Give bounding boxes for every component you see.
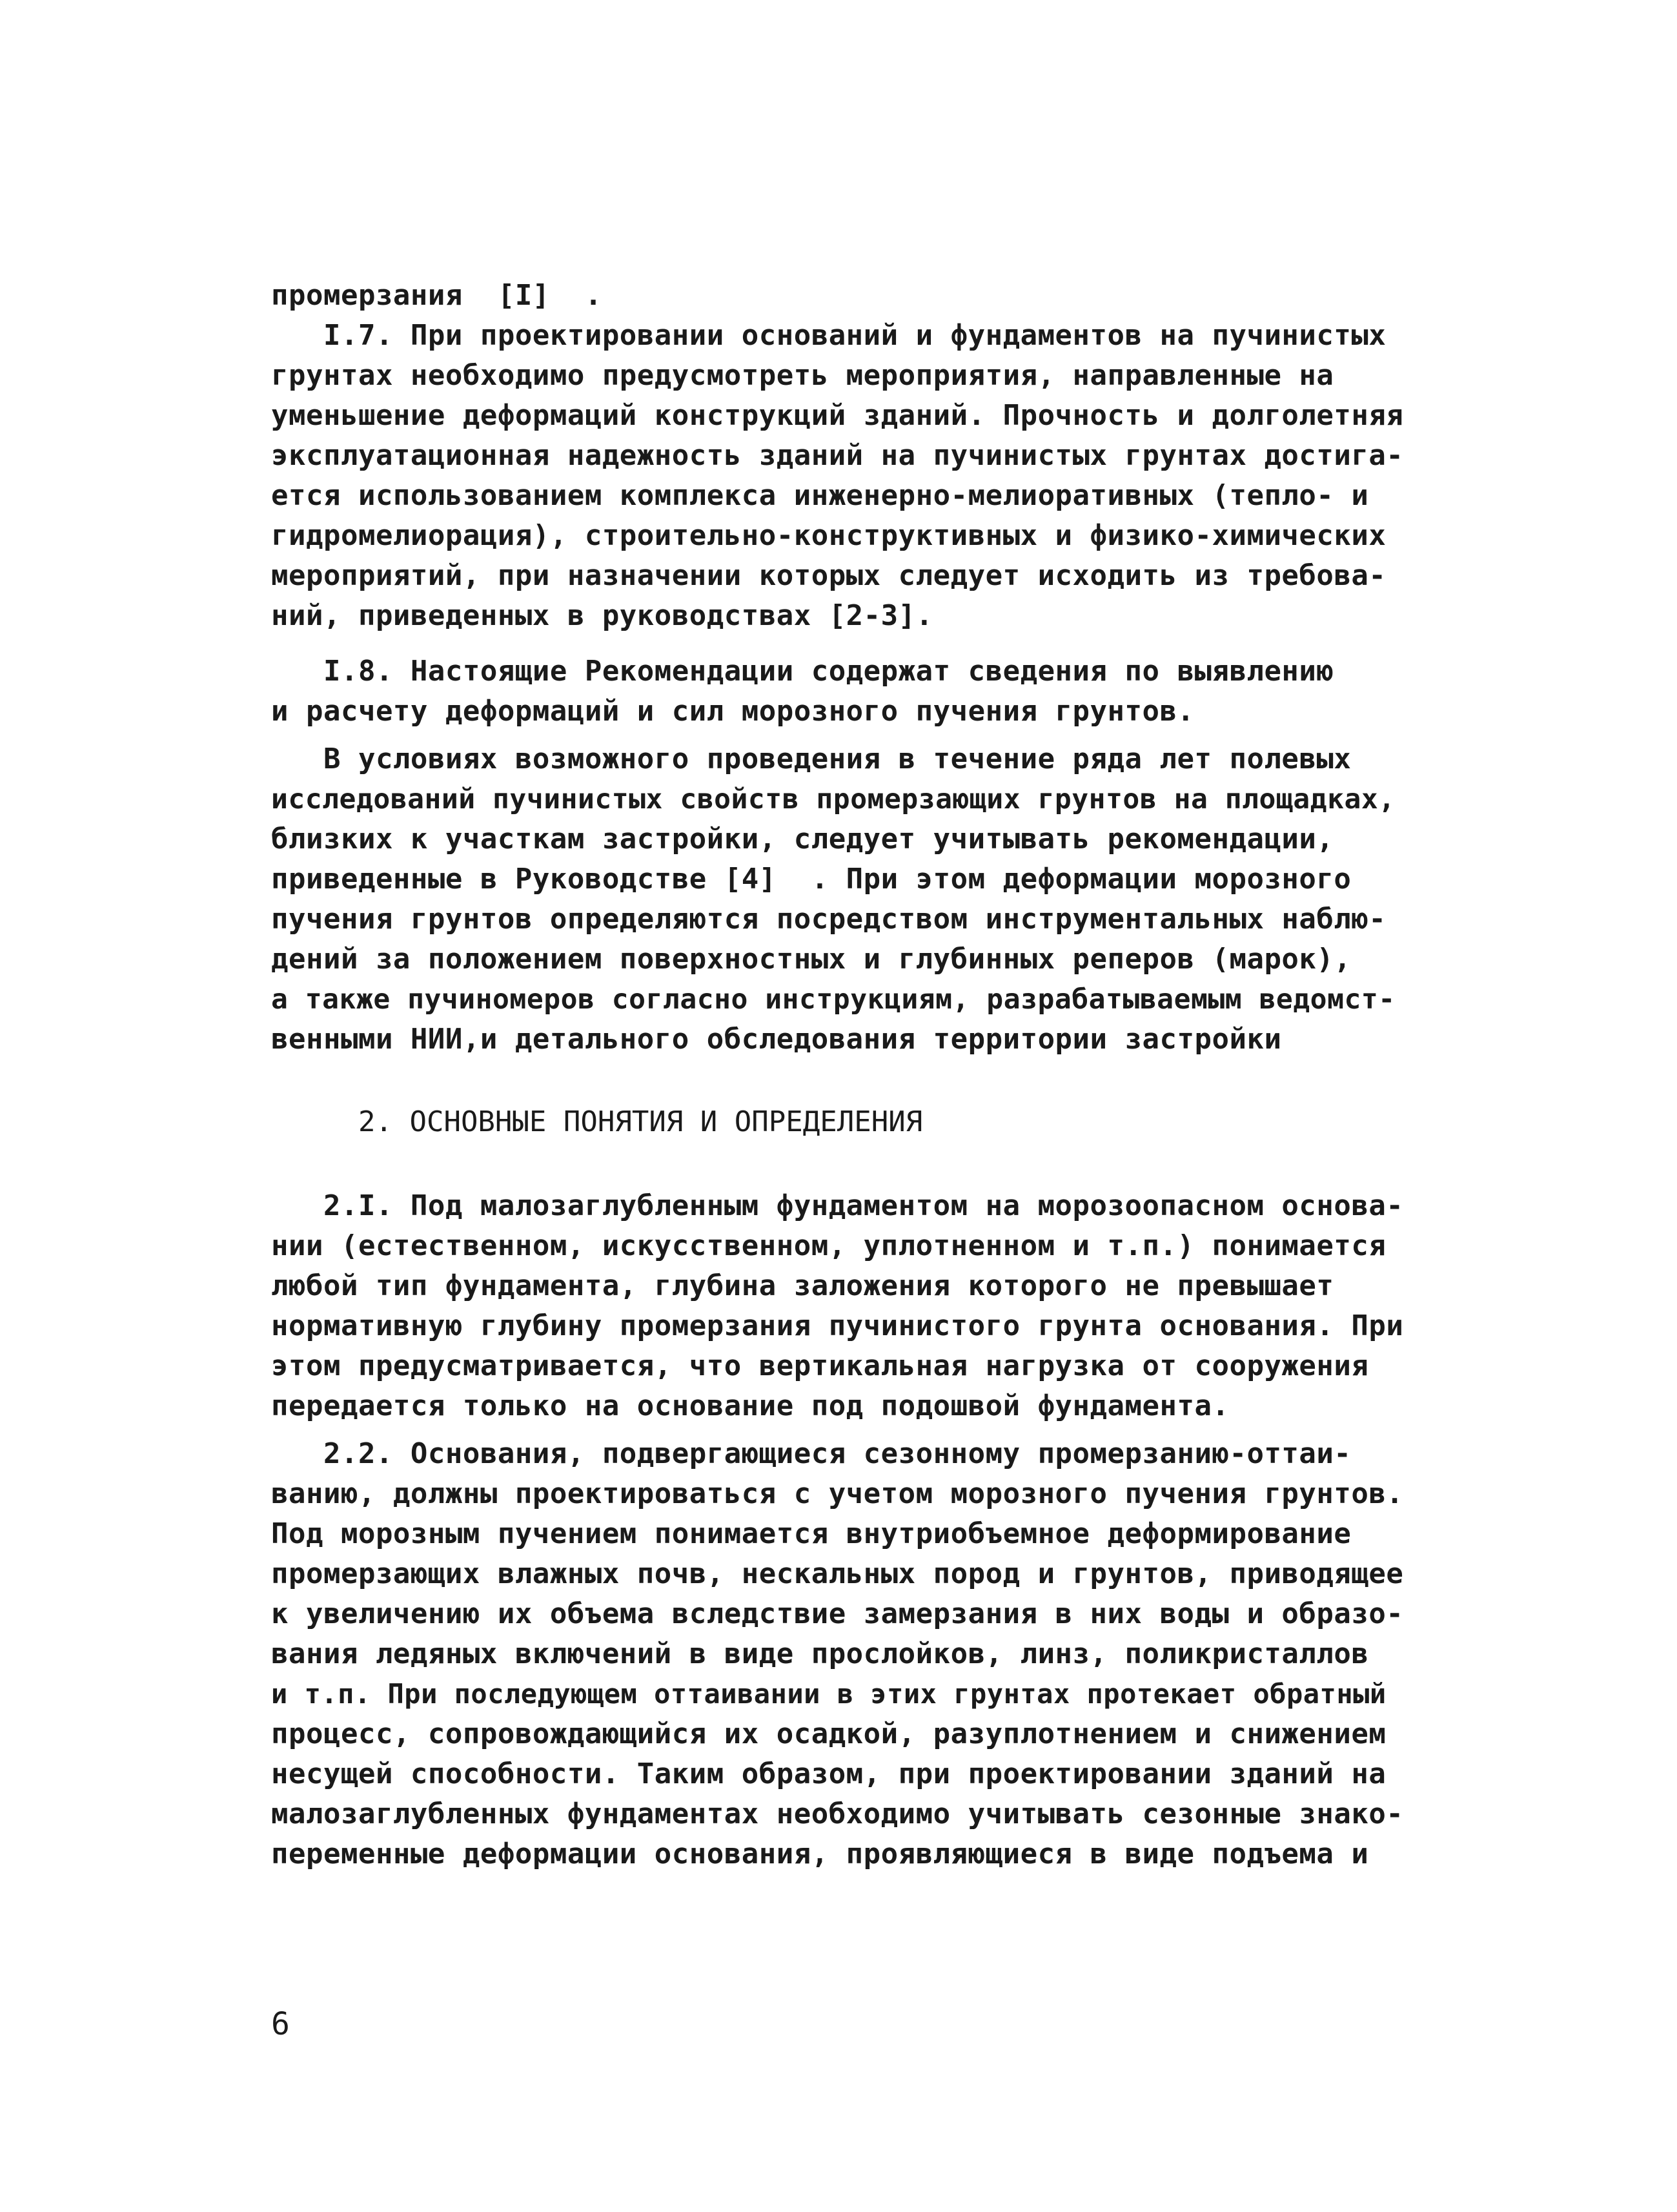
text-line: ется использованием комплекса инженерно-мелиоративных (тепло- и	[271, 479, 1369, 512]
text-line: дений за положением поверхностных и глубинных реперов (марок),	[271, 943, 1352, 976]
text-line: а также пучиномеров согласно инструкциям, разрабатываемым ведомст-	[271, 983, 1396, 1016]
page-number: 6	[271, 2006, 290, 2042]
text-line: и расчету деформаций и сил морозного пучения грунтов.	[271, 695, 1195, 728]
text-line: I.7. При проектировании оснований и фундаментов на пучинистых	[271, 319, 1387, 352]
text-line: и т.п. При последующем оттаивании в этих грунтах протекает обратный	[271, 1678, 1387, 1710]
text-line: 2.I. Под малозаглубленным фундаментом на морозоопасном основа-	[271, 1189, 1404, 1222]
text-line: мероприятий, при назначении которых следует исходить из требова-	[271, 559, 1387, 592]
text-line: венными НИИ,и детального обследования территории застройки	[271, 1023, 1282, 1056]
text-line: эксплуатационная надежность зданий на пучинистых грунтах достига-	[271, 439, 1404, 472]
text-line: малозаглубленных фундаментах необходимо учитывать сезонные знако-	[271, 1797, 1404, 1830]
text-line: передается только на основание под подошвой фундамента.	[271, 1389, 1230, 1422]
text-line: приведенные в Руководстве [4] . При этом деформации морозного	[271, 863, 1352, 896]
text-line: гидромелиорация), строительно-конструктивных и физико-химических	[271, 519, 1387, 552]
text-line: Под морозным пучением понимается внутриобъемное деформирование	[271, 1517, 1352, 1550]
text-line: несущей способности. Таким образом, при проектировании зданий на	[271, 1757, 1387, 1790]
text-line: 2.2. Основания, подвергающиеся сезонному промерзанию-оттаи-	[271, 1437, 1352, 1470]
text-line: исследований пучинистых свойств промерзающих грунтов на площадках,	[271, 783, 1396, 815]
text-line: нии (естественном, искусственном, уплотненном и т.п.) понимается	[271, 1229, 1387, 1262]
text-line: любой тип фундамента, глубина заложения которого не превышает	[271, 1269, 1334, 1302]
text-line: переменные деформации основания, проявляющиеся в виде подъема и	[271, 1838, 1369, 1870]
text-line: пучения грунтов определяются посредством инструментальных наблю-	[271, 903, 1387, 936]
text-line: близких к участкам застройки, следует учитывать рекомендации,	[271, 823, 1334, 855]
text-line: промерзания [I] .	[271, 279, 602, 312]
text-line: вания ледяных включений в виде прослойков, линз, поликристаллов	[271, 1637, 1369, 1670]
section-heading: 2. ОСНОВНЫЕ ПОНЯТИЯ И ОПРЕДЕЛЕНИЯ	[358, 1105, 923, 1138]
text-line: этом предусматривается, что вертикальная нагрузка от сооружения	[271, 1349, 1369, 1382]
text-line: I.8. Настоящие Рекомендации содержат сведения по выявлению	[271, 655, 1334, 688]
text-line: ванию, должны проектироваться с учетом морозного пучения грунтов.	[271, 1477, 1404, 1510]
text-line: нормативную глубину промерзания пучинистого грунта основания. При	[271, 1309, 1404, 1342]
text-line: В условиях возможного проведения в течение ряда лет полевых	[271, 742, 1352, 775]
text-line: промерзающих влажных почв, нескальных пород и грунтов, приводящее	[271, 1557, 1404, 1590]
text-line: грунтах необходимо предусмотреть мероприятия, направленные на	[271, 359, 1334, 392]
text-line: ний, приведенных в руководствах [2-3].	[271, 599, 933, 632]
text-line: к увеличению их объема вследствие замерзания в них воды и образо-	[271, 1597, 1404, 1630]
text-line: процесс, сопровождающийся их осадкой, разуплотнением и снижением	[271, 1717, 1387, 1750]
text-line: уменьшение деформаций конструкций зданий. Прочность и долголетняя	[271, 399, 1404, 432]
